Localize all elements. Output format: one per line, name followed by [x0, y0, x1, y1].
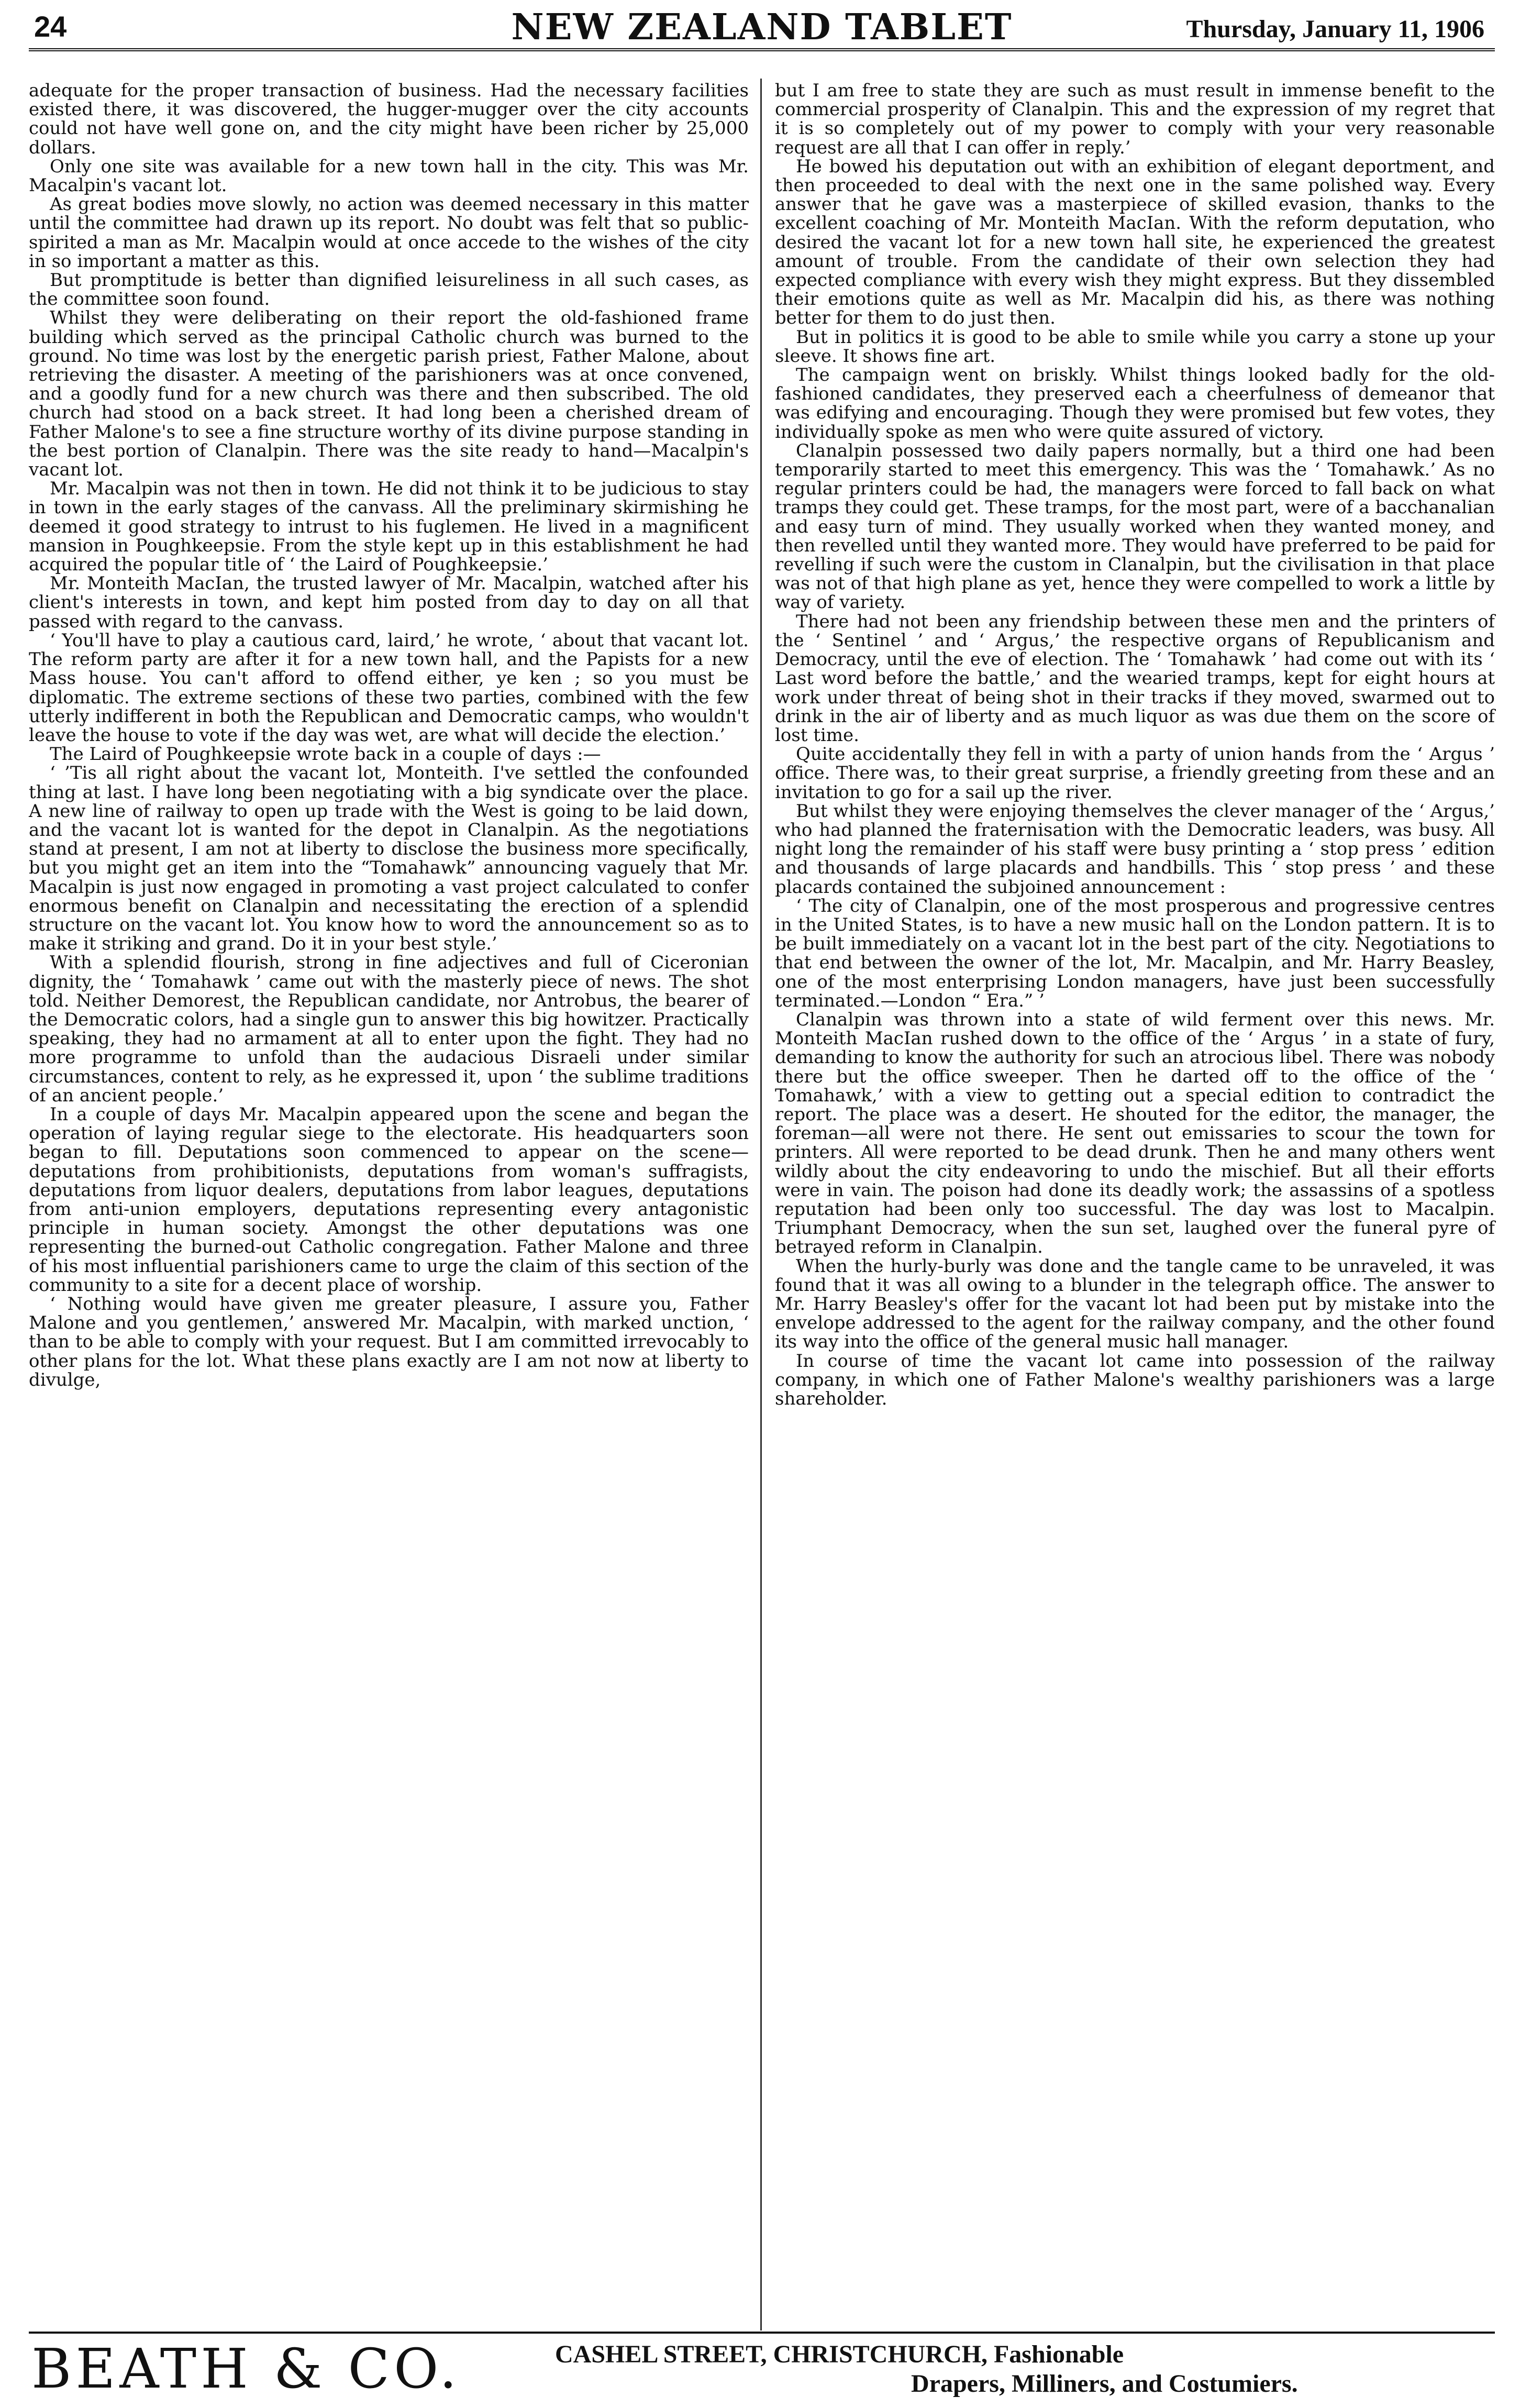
column-divider [760, 79, 762, 2330]
paragraph: In course of time the vacant lot came into possession of the railway company, in which one of Father Malone's wealthy parishioners was a large shareholder. [775, 1350, 1495, 1410]
paragraph: In a couple of days Mr. Macalpin appeared upon the scene and began the operation of laying regular siege to the electorate. His headquarters soon began to fill. Deputations soon commenced to appear on the scene—deputations from prohibitionists, deputations from woman's suffragists, deputations from liquor dealers, deputations from labor leagues, deputations from anti-union employers, deputations representing every antagonistic principle in human society. Amongst the other deputations was one representing the burned-out Catholic congregation. Father Malone and three of his most influential parishioners came to urge the claim of this section of the community to a site for a decent place of worship. [29, 1103, 749, 1296]
page-header [29, 6, 1495, 48]
paragraph: ‘ Nothing would have given me greater pleasure, I assure you, Father Malone and you gentlemen,’ answered Mr. Macalpin, with marked unction, ‘ than to be able to comply with your request. But I am committed irrevocably to other plans for the lot. What these plans exactly are I am not now at liberty to divulge, [29, 1294, 749, 1390]
issue-date: Thursday, January 11, 1906 [1186, 15, 1484, 43]
paragraph: Only one site was available for a new town hall in the city. This was Mr. Macalpin's vacant lot. [29, 156, 749, 196]
paragraph: adequate for the proper transaction of business. Had the necessary facilities existed there, it was discovered, the hugger-mugger over the city accounts could not have well gone on, and the city might have been richer by 25,000 dollars. [29, 80, 749, 158]
paragraph: ‘ ’Tis all right about the vacant lot, Monteith. I've settled the confounded thing at last. I have long been negotiating with a big syndicate over the place. A new line of railway to open up trade with the West is going to be laid down, and the vacant lot is wanted for the depot in Clanalpin. As the negotiations stand at present, I am not at liberty to disclose the business more specifically, but you might get an item into the “Tomahawk” announcing vaguely that Mr. Macalpin is just now engaged in promoting a vast project calculated to confer enormous benefit on Clanalpin and necessitating the erection of a splendid structure on the vacant lot. You know how to word the announcement so as to make it striking and grand. Do it in your best style.’ [29, 763, 749, 955]
paragraph: Clanalpin was thrown into a state of wild ferment over this news. Mr. Monteith MacIan rushed down to the office of the ‘ Argus ’ in a state of fury, demanding to know the authority for such an atrocious libel. There was nobody there but the office sweeper. Then he darted off to the office of the ‘ Tomahawk,’ with a view to getting out a special edition to contradict the report. The place was a desert. He shouted for the editor, the manager, the foreman—all were not there. He sent out emissaries to scour the town for printers. All were reported to be dead drunk. Then he and many others went wildly about the city endeavoring to undo the mischief. But all their efforts were in vain. The poison had done its deadly work; the assassins of a spotless reputation had been only too successful. The day was lost to Macalpin. Triumphant Democracy, when the sun set, laughed over the funeral pyre of betrayed reform in Clanalpin. [775, 1009, 1495, 1258]
paragraph: When the hurly-burly was done and the tangle came to be unraveled, it was found that it was all owing to a blunder in the telegraph office. The answer to Mr. Harry Beasley's offer for the vacant lot had been put by mistake into the envelope addressed to the agent for the railway company, and the other found its way into the office of the general music hall manager. [775, 1255, 1495, 1353]
paragraph: but I am free to state they are such as must result in immense benefit to the commercial prosperity of Clanalpin. This and the expression of my regret that it is so completely out of my power to comply with your very reasonable request are all that I can offer in reply.’ [775, 80, 1495, 158]
footer-rule [29, 2332, 1495, 2334]
paragraph: The campaign went on briskly. Whilst things looked badly for the old-fashioned candidates, they preserved each a cheerfulness of demeanor that was edifying and encouraging. Though they were promised but few votes, they individually spoke as men who were quite assured of victory. [775, 364, 1495, 443]
advertiser-name: BEATH & CO. [31, 2337, 461, 2401]
paragraph: Quite accidentally they fell in with a party of union hands from the ‘ Argus ’ office. There was, to their great surprise, a friendly greeting from these and an invitation to go for a sail up the river. [775, 744, 1495, 803]
header-rule [29, 48, 1495, 51]
paragraph: Mr. Macalpin was not then in town. He did not think it to be judicious to stay in town in the early stages of the canvass. All the preliminary skirmishing he deemed it good strategy to intrust to his fuglemen. He lived in a magnificent mansion in Poughkeepsie. From the style kept up in this establishment he had acquired the popular title of ‘ the Laird of Poughkeepsie.’ [29, 478, 749, 576]
paragraph: ‘ The city of Clanalpin, one of the most prosperous and progressive centres in the United States, is to have a new music hall on the London pattern. It is to be built immediately on a vacant lot in the best part of the city. Negotiations to that end between the owner of the lot, Mr. Macalpin, and Mr. Harry Beasley, one of the most enterprising London managers, have just been successfully terminated.—London “ Era.” ’ [775, 895, 1495, 1011]
paragraph: But promptitude is better than dignified leisureliness in all such cases, as the committee soon found. [29, 270, 749, 310]
paragraph: There had not been any friendship between these men and the printers of the ‘ Sentinel ’ and ‘ Argus,’ the respective organs of Republicanism and Democracy, until the eve of election. The ‘ Tomahawk ’ had come out with its ‘ Last word before the battle,’ and the wearied tramps, kept for eight hours at work under threat of being shot in their tracks if they moved, swarmed out to drink in the air of liberty and as much liquor as was due them on the score of lost time. [775, 611, 1495, 746]
paragraph: ‘ You'll have to play a cautious card, laird,’ he wrote, ‘ about that vacant lot. The reform party are after it for a new town hall, and the Papists for a new Mass house. You can't afford to offend either, ye ken ; so you must be diplomatic. The extreme sections of these two parties, combined with the few utterly indifferent in both the Republican and Democratic camps, who wouldn't leave the house to vote if the day was wet, are what will decide the election.’ [29, 629, 749, 746]
paragraph: But whilst they were enjoying themselves the clever manager of the ‘ Argus,’ who had planned the fraternisation with the Democratic leaders, was busy. All night long the remainder of his staff were busy printing a ‘ stop press ’ edition and thousands of large placards and handbills. This ‘ stop press ’ and these placards contained the subjoined announcement : [775, 800, 1495, 898]
masthead-title: NEW ZEALAND TABLET [511, 6, 1013, 48]
paragraph: Whilst they were deliberating on their report the old-fashioned frame building which served as the principal Catholic church was burned to the ground. No time was lost by the energetic parish priest, Father Malone, about retrieving the disaster. A meeting of the parishioners was at once convened, and a goodly fund for a new church was there and then subscribed. The old church had stood on a back street. It had long been a cherished dream of Father Malone's to see a fine structure worthy of its divine purpose standing in the best portion of Clanalpin. There was the site ready to hand—Macalpin's vacant lot. [29, 307, 749, 481]
right-column [775, 81, 1495, 1408]
paragraph: The Laird of Poughkeepsie wrote back in a couple of days :— [50, 744, 601, 765]
advertiser-address: CASHEL STREET, CHRISTCHURCH, Fashionable [555, 2340, 1124, 2368]
left-column [29, 81, 749, 1389]
paragraph: Clanalpin possessed two daily papers normally, but a third one had been temporarily started to meet this emergency. This was the ‘ Tomahawk.’ As no regular printers could be had, the managers were forced to fall back on what tramps they could get. These tramps, for the most part, were of a bacchanalian and easy turn of mind. They usually worked when they wanted money, and then revelled until they wanted more. They would have preferred to be paid for revelling if such were the custom in Clanalpin, but the civilisation in that place was not of that high plane as yet, hence they were compelled to work a little by way of variety. [775, 440, 1495, 613]
page-number: 24 [34, 10, 67, 43]
paragraph: With a splendid flourish, strong in fine adjectives and full of Ciceronian dignity, the ‘ Tomahawk ’ came out with the masterly piece of news. The shot told. Neither Demorest, the Republican candidate, nor Antrobus, the bearer of the Democratic colors, had a single gun to answer this big howitzer. Practically speaking, they had no armament at all to enter upon the fight. They had no more programme to unfold than the audacious Disraeli under similar circumstances, content to rely, as he expressed it, upon ‘ the sublime traditions of an ancient people.’ [29, 952, 749, 1106]
paragraph: As great bodies move slowly, no action was deemed necessary in this matter until the committee had drawn up its report. No doubt was felt that so public-spirited a man as Mr. Macalpin would at once accede to the wishes of the city in so important a matter as this. [29, 194, 749, 272]
advertiser-description: Drapers, Milliners, and Costumiers. [911, 2370, 1298, 2398]
paragraph: He bowed his deputation out with an exhibition of elegant deportment, and then proceeded to deal with the next one in the same polished way. Every answer that he gave was a masterpiece of skilled evasion, thanks to the excellent coaching of Mr. Monteith MacIan. With the reform deputation, who desired the vacant lot for a new town hall site, he experienced the greatest amount of trouble. From the candidate of their own selection they had expected compliance with every wish they might express. But they dissembled their emotions quite as well as Mr. Macalpin did his, as there was nothing better for them to do just then. [775, 156, 1495, 329]
paragraph: Mr. Monteith MacIan, the trusted lawyer of Mr. Macalpin, watched after his client's interests in town, and kept him posted from day to day on all that passed with regard to the canvass. [29, 573, 749, 632]
paragraph: But in politics it is good to be able to smile while you carry a stone up your sleeve. It shows fine art. [775, 326, 1495, 367]
